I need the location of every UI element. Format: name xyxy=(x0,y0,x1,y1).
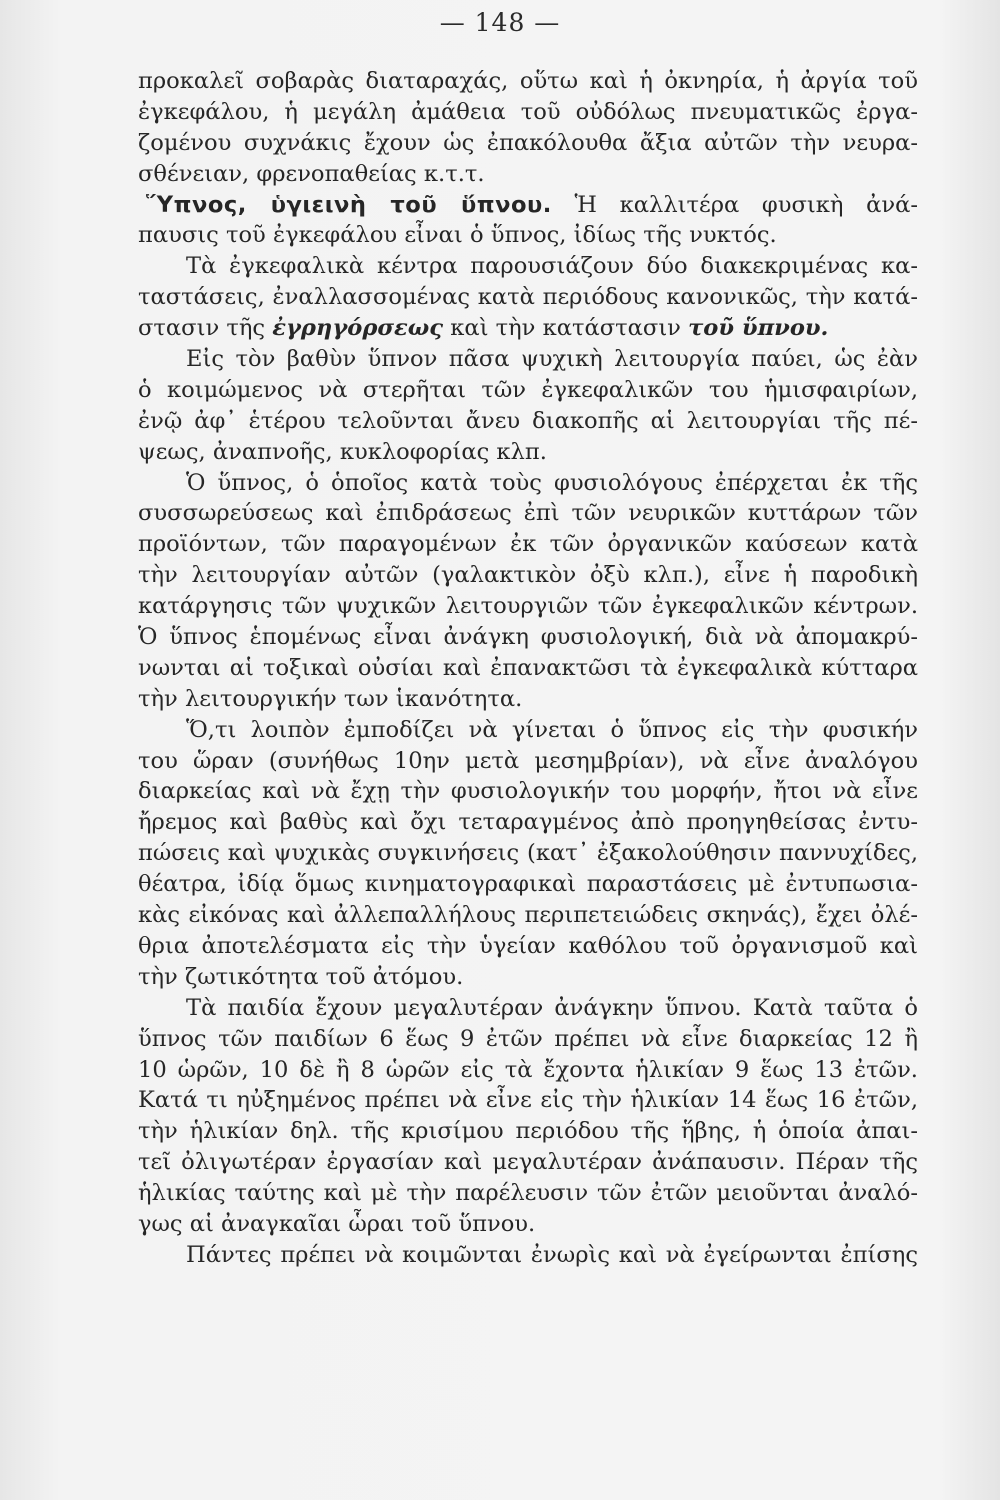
text-fragment: Ἡ καλλιτέρα φυσικὴ ἀνά- xyxy=(551,191,918,218)
text-line: προκαλεῖ σοβαρὰς διαταραχάς, οὕτω καὶ ἡ ὀκνηρία, ἡ ἀργία τοῦ xyxy=(138,68,918,94)
text-line: κατάργησις τῶν ψυχικῶν λειτουργιῶν τῶν ἐγκεφαλικῶν κέντρων. xyxy=(138,593,918,620)
text-line: κὰς εἰκόνας καὶ ἀλλεπαλλήλους περιπετειώδεις σκηνάς), ἔχει ὀλέ- xyxy=(138,902,918,929)
text-line: συσσωρεύσεως καὶ ἐπιδράσεως ἐπὶ τῶν νευρικῶν κυττάρων τῶν xyxy=(138,500,918,527)
text-line xyxy=(138,313,918,344)
text-line: σθένειαν, φρενοπαθείας κ.τ.τ. xyxy=(138,160,485,187)
text-line: ταστάσεις, ἐναλλασσομένας κατὰ περιόδους κανονικῶς, τὴν κατά- xyxy=(138,284,918,311)
body-text xyxy=(138,66,918,1271)
text-line: ἤρεμος καὶ βαθὺς καὶ ὄχι τεταραγμένος ἀπὸ προηγηθείσας ἐντυ- xyxy=(138,809,918,836)
text-line: Εἰς τὸν βαθὺν ὕπνον πᾶσα ψυχικὴ λειτουργία παύει, ὡς ἐὰν xyxy=(186,346,918,373)
text-line: νωνται αἱ τοξικαὶ οὐσίαι καὶ ἐπανακτῶσι τὰ ἐγκεφαλικὰ κύτταρα xyxy=(138,654,918,681)
text-line: θέατρα, ἰδίᾳ ὅμως κινηματογραφικαὶ παραστάσεις μὲ ἐντυπωσια- xyxy=(138,871,918,898)
text-line: διαρκείας καὶ νὰ ἔχῃ τὴν φυσιολογικήν του μορφήν, ἤτοι νὰ εἶνε xyxy=(138,778,918,805)
text-line: τὴν λειτουργίαν αὐτῶν (γαλακτικὸν ὀξὺ κλπ.), εἶνε ἡ παροδικὴ xyxy=(138,562,918,589)
text-line: Πάντες πρέπει νὰ κοιμῶνται ἐνωρὶς καὶ νὰ ἐγείρωνται ἐπίσης xyxy=(186,1241,918,1268)
emphasized-term: τοῦ ὕπνου. xyxy=(688,315,829,342)
text-line: του ὥραν (συνήθως 10ην μετὰ μεσημβρίαν), νὰ εἶνε ἀναλόγου xyxy=(138,747,918,774)
text-line: τὴν λειτουργικήν των ἱκανότητα. xyxy=(138,685,523,712)
text-line: Ὁ ὕπνος ἑπομένως εἶναι ἀνάγκη φυσιολογική, διὰ νὰ ἀπομακρύ- xyxy=(138,624,918,651)
text-line: ἡλικίας ταύτης καὶ μὲ τὴν παρέλευσιν τῶν ἐτῶν μειοῦνται ἀναλό- xyxy=(138,1180,918,1207)
text-line: ἐνῷ ἀφ᾽ ἑτέρου τελοῦνται ἄνευ διακοπῆς αἱ λειτουργίαι τῆς πέ- xyxy=(138,407,918,434)
text-line: ζομένου συχνάκις ἔχουν ὡς ἐπακόλουθα ἄξια αὐτῶν τὴν νευρα- xyxy=(138,129,918,156)
text-line: προϊόντων, τῶν παραγομένων ἐκ τῶν ὀργανικῶν καύσεων κατὰ xyxy=(138,531,918,558)
text-line: τεῖ ὀλιγωτέραν ἐργασίαν καὶ μεγαλυτέραν ἀνάπαυσιν. Πέραν τῆς xyxy=(138,1149,918,1176)
text-line: ψεως, ἀναπνοῆς, κυκλοφορίας κλπ. xyxy=(138,438,547,465)
text-line: Τὰ παιδία ἔχουν μεγαλυτέραν ἀνάγκην ὕπνου. Κατὰ ταῦτα ὁ xyxy=(186,994,918,1021)
text-line: Ὁ ὕπνος, ὁ ὁποῖος κατὰ τοὺς φυσιολόγους ἐπέρχεται ἐκ τῆς xyxy=(186,469,918,496)
emphasized-term: ἐγρηγόρσεως xyxy=(272,315,444,342)
text-line: παυσις τοῦ ἐγκεφάλου εἶναι ὁ ὕπνος, ἰδίως τῆς νυκτός. xyxy=(138,222,777,249)
text-line: πώσεις καὶ ψυχικὰς συγκινήσεις (κατ᾽ ἐξακολούθησιν παννυχίδες, xyxy=(138,840,918,867)
text-line: γως αἱ ἀναγκαῖαι ὧραι τοῦ ὕπνου. xyxy=(138,1210,536,1237)
text-line: 10 ὡρῶν, 10 δὲ ἢ 8 ὡρῶν εἰς τὰ ἔχοντα ἡλικίαν 9 ἕως 13 ἐτῶν. xyxy=(138,1056,918,1083)
text-line: Κατά τι ηὐξημένος πρέπει νὰ εἶνε εἰς τὴν ἡλικίαν 14 ἕως 16 ἐτῶν, xyxy=(138,1087,918,1114)
text-line xyxy=(138,190,918,221)
text-line: τὴν ἡλικίαν δηλ. τῆς κρισίμου περιόδου τῆς ἥβης, ἡ ὁποία ἀπαι- xyxy=(138,1118,918,1145)
text-line: ἐγκεφάλου, ἡ μεγάλη ἀμάθεια τοῦ οὐδόλως πνευματικῶς ἐργα- xyxy=(138,98,918,125)
text-line: Ὅ,τι λοιπὸν ἐμποδίζει νὰ γίνεται ὁ ὕπνος εἰς τὴν φυσικήν xyxy=(186,716,918,743)
page-number: — 148 — xyxy=(439,8,561,37)
text-line: θρια ἀποτελέσματα εἰς τὴν ὑγείαν καθόλου τοῦ ὀργανισμοῦ καὶ xyxy=(138,932,918,959)
section-heading: Ὕπνος, ὑγιεινὴ τοῦ ὕπνου. xyxy=(146,191,552,218)
text-fragment: στασιν τῆς xyxy=(138,315,273,342)
text-line: τὴν ζωτικότητα τοῦ ἀτόμου. xyxy=(138,963,464,990)
text-line: ὕπνος τῶν παιδίων 6 ἕως 9 ἐτῶν πρέπει νὰ εἶνε διαρκείας 12 ἢ xyxy=(138,1025,918,1052)
text-fragment: καὶ τὴν κατάστασιν xyxy=(443,315,689,342)
text-line: ὁ κοιμώμενος νὰ στερῆται τῶν ἐγκεφαλικῶν του ἡμισφαιρίων, xyxy=(138,376,918,403)
text-line: Τὰ ἐγκεφαλικὰ κέντρα παρουσιάζουν δύο διακεκριμένας κα- xyxy=(186,253,918,280)
